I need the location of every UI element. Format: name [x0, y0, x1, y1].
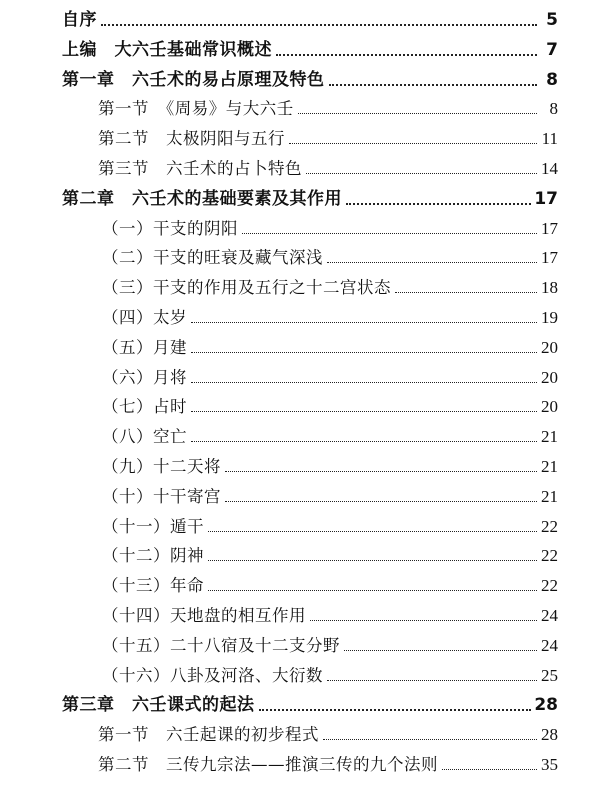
toc-entry-title: （八）空亡 [102, 427, 187, 447]
toc-entry [0, 362, 610, 394]
toc-entry-page-number: 11 [541, 129, 558, 149]
toc-entry-title: （九）十二天将 [102, 457, 221, 476]
toc-entry [0, 600, 610, 632]
toc-entry-page-number: 35 [541, 755, 558, 774]
toc-entry [0, 421, 610, 453]
toc-entry-page-number: 25 [541, 665, 558, 685]
toc-dot-leader [298, 113, 537, 114]
toc-dot-leader [327, 262, 537, 263]
toc-entry [0, 213, 610, 245]
toc-entry [0, 660, 610, 692]
toc-dot-leader [329, 84, 537, 86]
toc-entry-title: 第二节 三传九宗法——推演三传的九个法则 [98, 755, 438, 774]
toc-entry [0, 302, 610, 334]
toc-entry-title: 自序 [62, 10, 97, 30]
toc-entry-title: （二）干支的旺衰及藏气深浅 [102, 248, 323, 268]
toc-dot-leader [191, 322, 537, 323]
toc-entry [0, 123, 610, 155]
toc-entry-title: （一）干支的阴阳 [102, 218, 238, 238]
toc-entry-title: 第三章 六壬课式的起法 [62, 695, 255, 716]
toc-entry-title: （十四）天地盘的相互作用 [102, 606, 306, 625]
toc-dot-leader [344, 650, 537, 651]
toc-entry-title: 第一章 六壬术的易占原理及特色 [62, 69, 325, 90]
toc-entry-page-number: 22 [541, 516, 558, 536]
toc-entry-page-number: 18 [541, 278, 558, 298]
toc-entry-page-number: 28 [534, 695, 558, 716]
toc-dot-leader [259, 709, 531, 711]
toc-entry-page-number: 21 [541, 457, 558, 476]
toc-entry-title: （三）干支的作用及五行之十二宫状态 [102, 278, 391, 298]
toc-entry [0, 451, 610, 483]
toc-entry-page-number: 24 [541, 635, 558, 655]
toc-entry [0, 481, 610, 513]
toc-entry-page-number: 21 [541, 427, 558, 447]
toc-dot-leader [225, 471, 537, 472]
toc-entry-page-number: 22 [541, 546, 558, 566]
toc-dot-leader [310, 620, 537, 621]
toc-entry [0, 242, 610, 274]
toc-entry-page-number: 20 [541, 337, 558, 357]
toc-entry-title: （十）十干寄宫 [102, 486, 221, 506]
toc-dot-leader [101, 24, 537, 26]
toc-entry [0, 34, 610, 66]
toc-entry [0, 630, 610, 662]
toc-dot-leader [191, 411, 537, 412]
toc-entry-title: （七）占时 [102, 397, 187, 417]
toc-dot-leader [442, 769, 537, 770]
toc-dot-leader [306, 173, 537, 174]
toc-entry [0, 719, 610, 751]
toc-entry-title: （十一）遁干 [102, 516, 204, 536]
toc-entry-page-number: 8 [546, 69, 558, 90]
toc-entry-title: 第二节 太极阴阳与五行 [98, 129, 285, 149]
toc-entry [0, 511, 610, 543]
toc-entry-title: （十六）八卦及河洛、大衍数 [102, 665, 323, 685]
toc-dot-leader [191, 352, 537, 353]
toc-entry [0, 689, 610, 721]
toc-entry [0, 749, 610, 781]
toc-entry [0, 64, 610, 96]
toc-dot-leader [395, 292, 537, 293]
toc-entry-title: 第二章 六壬术的基础要素及其作用 [62, 188, 342, 209]
toc-dot-leader [191, 441, 537, 442]
toc-dot-leader [276, 54, 537, 56]
toc-entry [0, 332, 610, 364]
toc-dot-leader [346, 203, 531, 205]
toc-dot-leader [289, 143, 537, 144]
toc-dot-leader [323, 739, 537, 740]
toc-entry-title: （六）月将 [102, 367, 187, 387]
toc-entry-page-number: 17 [534, 188, 558, 209]
toc-entry-page-number: 21 [541, 486, 558, 506]
toc-dot-leader [242, 233, 537, 234]
toc-entry-page-number: 8 [549, 99, 558, 119]
toc-entry-title: （五）月建 [102, 337, 187, 357]
toc-entry-page-number: 19 [541, 308, 558, 327]
toc-entry-page-number: 7 [546, 39, 558, 60]
toc-entry-title: 上编 大六壬基础常识概述 [62, 39, 272, 60]
toc-dot-leader [208, 560, 537, 561]
toc-entry [0, 570, 610, 602]
toc-entry-page-number: 22 [541, 576, 558, 596]
toc-dot-leader [208, 590, 537, 591]
toc-entry-page-number: 5 [546, 10, 558, 30]
toc-entry-title: 第一节 《周易》与大六壬 [98, 99, 294, 119]
toc-entry [0, 93, 610, 125]
toc-entry-title: （十三）年命 [102, 576, 204, 596]
toc-entry-page-number: 28 [541, 725, 558, 745]
toc-entry [0, 153, 610, 185]
toc-entry-page-number: 24 [541, 606, 558, 625]
toc-entry-page-number: 17 [541, 248, 558, 268]
toc-entry-title: 第三节 六壬术的占卜特色 [98, 159, 302, 178]
toc-entry [0, 4, 610, 36]
toc-dot-leader [327, 680, 537, 681]
toc-entry [0, 391, 610, 423]
toc-entry [0, 183, 610, 215]
toc-entry [0, 272, 610, 304]
toc-dot-leader [225, 501, 537, 502]
toc-dot-leader [191, 382, 537, 383]
toc-entry-title: （四）太岁 [102, 308, 187, 327]
toc-entry [0, 540, 610, 572]
toc-entry-title: （十二）阴神 [102, 546, 204, 566]
toc-dot-leader [208, 531, 537, 532]
toc-entry-page-number: 17 [541, 218, 558, 238]
toc-entry-page-number: 20 [541, 397, 558, 417]
toc-entry-title: 第一节 六壬起课的初步程式 [98, 725, 319, 745]
toc-entry-title: （十五）二十八宿及十二支分野 [102, 635, 340, 655]
toc-entry-page-number: 14 [541, 159, 558, 178]
toc-entry-page-number: 20 [541, 367, 558, 387]
